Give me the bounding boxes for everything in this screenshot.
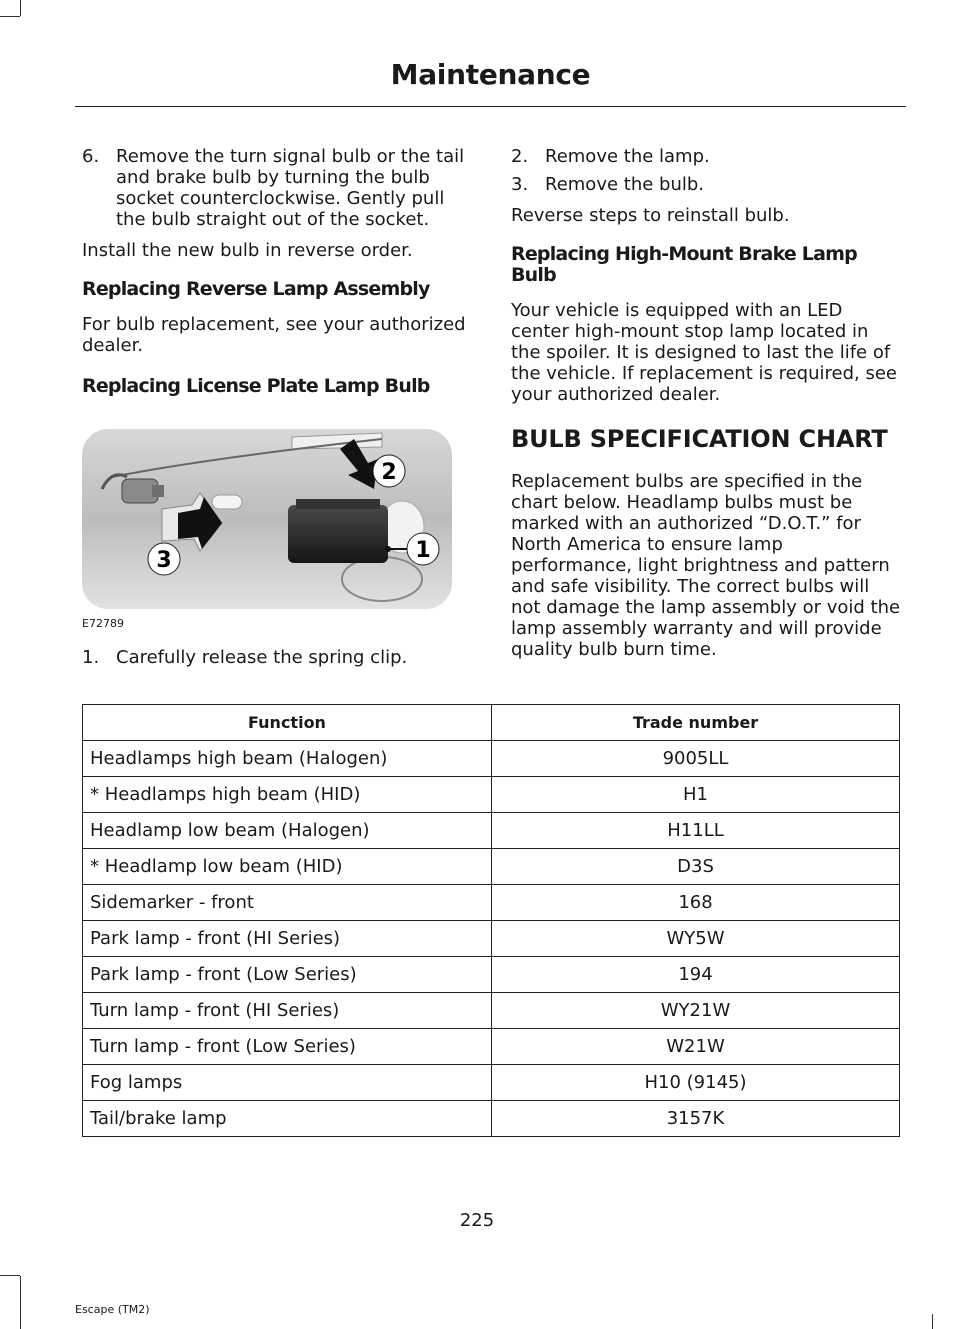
step-text: Remove the lamp. (545, 146, 710, 167)
lamp-assembly (288, 505, 388, 563)
high-mount-text: Your vehicle is equipped with an LED center high-mount stop lamp located in the spoiler. It is designed to last the life of the vehicle. If replacement is required, see your authorized dealer. (511, 300, 897, 405)
trade-number-cell: 3157K (492, 1101, 900, 1137)
crop-mark (0, 16, 20, 17)
socket-neck (152, 485, 164, 497)
function-cell: * Headlamps high beam (HID) (83, 777, 492, 813)
page-title: Maintenance (390, 58, 591, 91)
footer-model-code: Escape (TM2) (75, 1303, 150, 1316)
function-cell: Fog lamps (83, 1065, 492, 1101)
trade-number-cell: 194 (492, 957, 900, 993)
chart-heading: BULB SPECIFICATION CHART (511, 425, 888, 453)
high-mount-heading: Replacing High-Mount Brake Lamp Bulb (511, 243, 857, 286)
trade-number-cell: WY5W (492, 921, 900, 957)
column-header-function: Function (83, 705, 492, 741)
table-row (83, 957, 900, 993)
function-cell: Park lamp - front (Low Series) (83, 957, 492, 993)
trade-number-cell: H11LL (492, 813, 900, 849)
bulb (212, 495, 242, 509)
table-row (83, 885, 900, 921)
table-row (83, 777, 900, 813)
reverse-lamp-text: For bulb replacement, see your authorized dealer. (82, 314, 466, 356)
step-number: 1. (82, 647, 100, 668)
reverse-lamp-heading: Replacing Reverse Lamp Assembly (82, 278, 430, 300)
table-row (83, 813, 900, 849)
lamp-top (296, 499, 380, 509)
function-cell: Turn lamp - front (Low Series) (83, 1029, 492, 1065)
table-row (83, 1029, 900, 1065)
trade-number-cell: D3S (492, 849, 900, 885)
step-6 (82, 146, 472, 230)
step-text: Remove the bulb. (545, 174, 705, 195)
column-header-trade-number: Trade number (492, 705, 900, 741)
illustration-svg (82, 429, 452, 609)
header-divider (75, 106, 906, 107)
trade-number-cell: 9005LL (492, 741, 900, 777)
right-column (511, 146, 901, 672)
install-note: Install the new bulb in reverse order. (82, 240, 413, 261)
table-row (83, 849, 900, 885)
function-cell: Park lamp - front (HI Series) (83, 921, 492, 957)
callout-dot (385, 546, 391, 552)
step-2 (511, 146, 901, 167)
function-cell: Headlamp low beam (Halogen) (83, 813, 492, 849)
table-header-row (83, 705, 900, 741)
step-3 (511, 174, 901, 195)
left-column (82, 146, 472, 678)
license-plate-lamp-illustration (82, 429, 452, 609)
step-number: 3. (511, 174, 529, 195)
function-cell: * Headlamp low beam (HID) (83, 849, 492, 885)
license-plate-heading: Replacing License Plate Lamp Bulb (82, 375, 430, 397)
function-cell: Headlamps high beam (Halogen) (83, 741, 492, 777)
function-cell: Tail/brake lamp (83, 1101, 492, 1137)
table-row (83, 1101, 900, 1137)
crop-mark (20, 1276, 21, 1329)
trade-number-cell: H1 (492, 777, 900, 813)
callout-1: 1 (415, 538, 431, 563)
crop-mark (0, 1275, 20, 1276)
table-row (83, 993, 900, 1029)
step-1 (82, 647, 472, 668)
crop-mark (932, 1314, 933, 1329)
crop-mark (20, 0, 21, 16)
trade-number-cell: 168 (492, 885, 900, 921)
step-text: Remove the turn signal bulb or the tail and brake bulb by turning the bulb socket counterclockwise. Gently pull the bulb straight out of the socket. (116, 146, 465, 230)
step-text: Carefully release the spring clip. (116, 647, 408, 668)
trade-number-cell: WY21W (492, 993, 900, 1029)
page-number: 225 (459, 1210, 495, 1231)
function-cell: Sidemarker - front (83, 885, 492, 921)
callout-3: 3 (156, 548, 172, 573)
step-number: 2. (511, 146, 529, 167)
table-row (83, 921, 900, 957)
table-row (83, 1065, 900, 1101)
chart-intro-text: Replacement bulbs are specified in the chart below. Headlamp bulbs must be marked with an authorized “D.O.T.” for North America to ensure lamp performance, light brightness and pattern and safe visibility. The correct bulbs will not damage the lamp assembly or void the lamp assembly warranty and will provide quality bulb burn time. (511, 471, 901, 660)
bulb-specification-table (82, 704, 900, 1137)
table-row (83, 741, 900, 777)
callout-2: 2 (381, 460, 397, 485)
figure-code: E72789 (82, 617, 124, 630)
trade-number-cell: W21W (492, 1029, 900, 1065)
step-number: 6. (82, 146, 100, 167)
trade-number-cell: H10 (9145) (492, 1065, 900, 1101)
function-cell: Turn lamp - front (HI Series) (83, 993, 492, 1029)
reinstall-note: Reverse steps to reinstall bulb. (511, 205, 790, 226)
